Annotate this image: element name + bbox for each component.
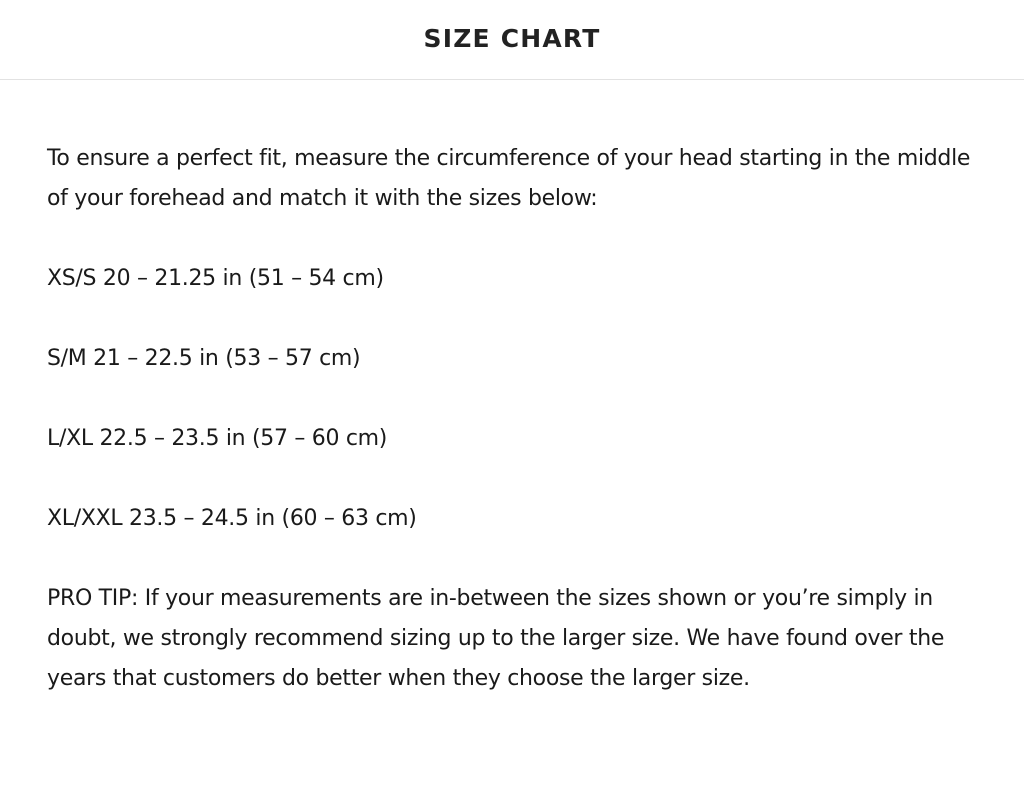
- page-title: SIZE CHART: [423, 23, 601, 53]
- intro-text: To ensure a perfect fit, measure the circumference of your head starting in the middle of your forehead and match it with the sizes below:: [47, 146, 971, 211]
- size-row-l-xl: L/XL 22.5 – 23.5 in (57 – 60 cm): [47, 426, 388, 451]
- size-chart-header: [0, 0, 1024, 80]
- size-row-s-m: S/M 21 – 22.5 in (53 – 57 cm): [47, 346, 361, 371]
- pro-tip-text: PRO TIP: If your measurements are in-between the sizes shown or you’re simply in doubt, we strongly recommend sizing up to the larger size. We have found over the years that customers do better when they choose the larger size.: [47, 586, 945, 691]
- size-row-xl-xxl: XL/XXL 23.5 – 24.5 in (60 – 63 cm): [47, 506, 417, 531]
- size-chart-content: [47, 139, 997, 699]
- size-row-xs-s: XS/S 20 – 21.25 in (51 – 54 cm): [47, 266, 384, 291]
